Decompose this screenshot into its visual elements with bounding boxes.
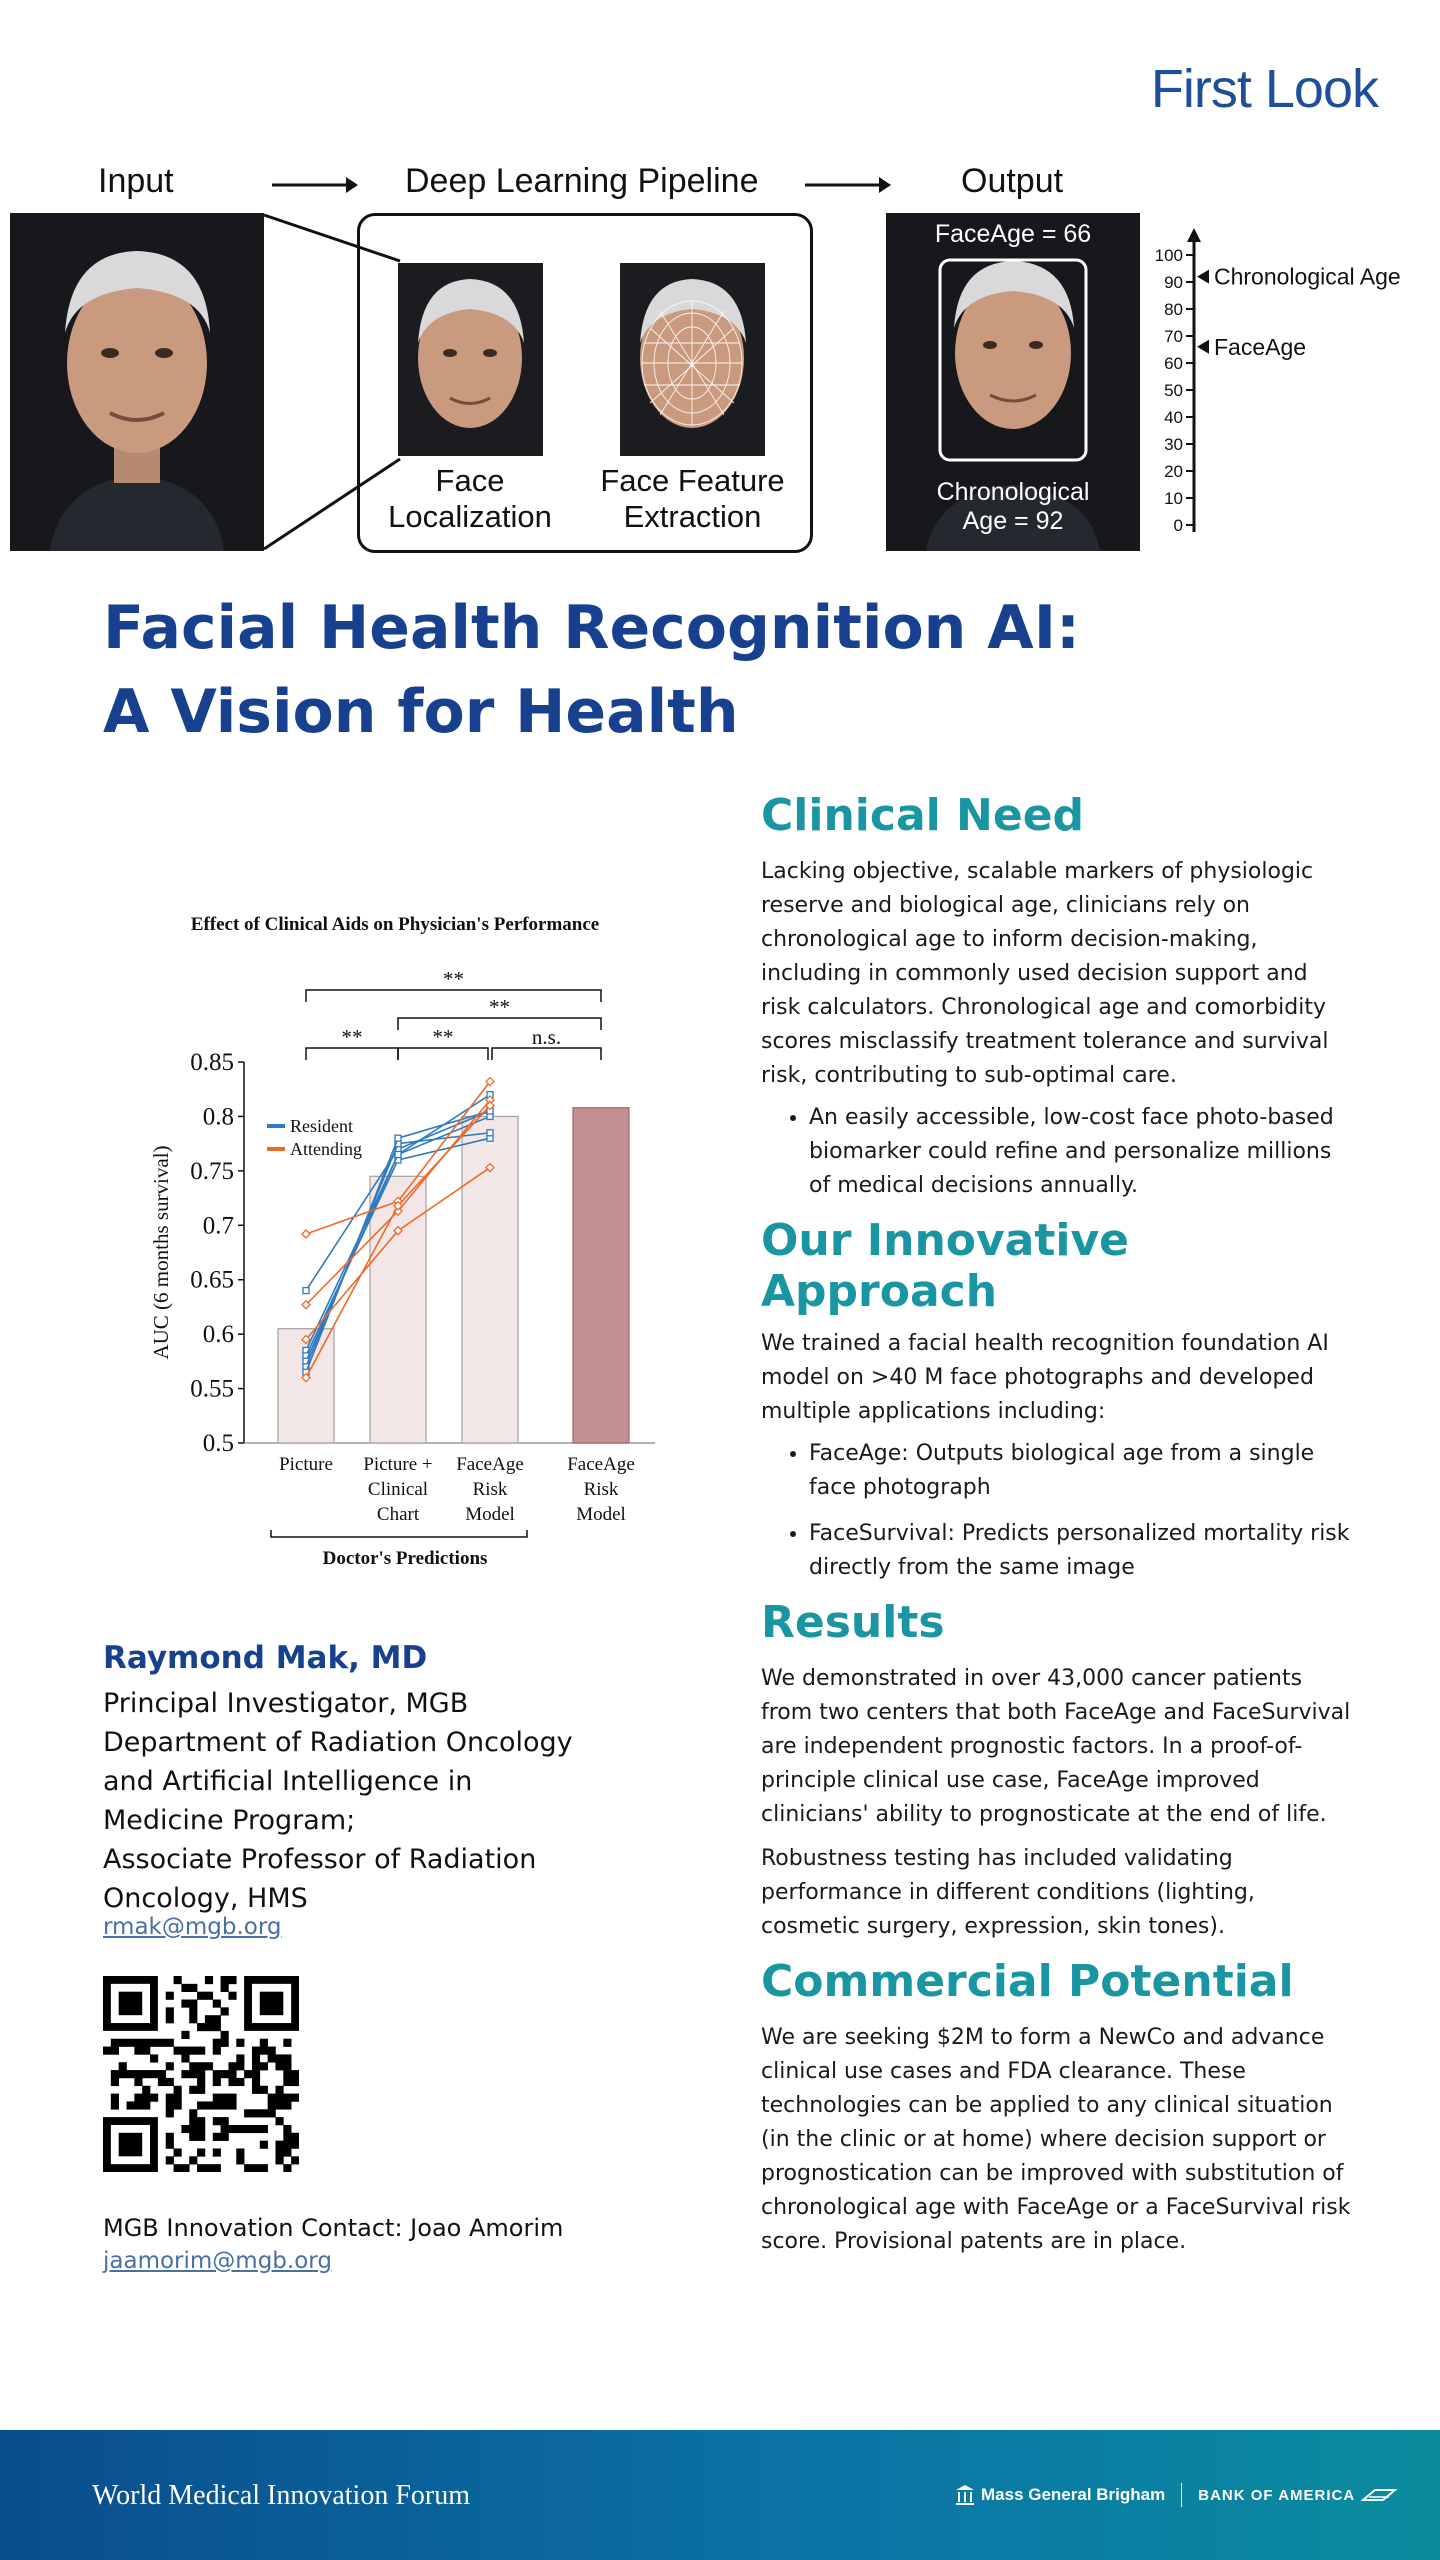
qr-module: [197, 2164, 205, 2172]
qr-module: [244, 2109, 252, 2117]
qr-module: [181, 2000, 189, 2008]
qr-module: [174, 1976, 182, 1984]
qr-module: [189, 2015, 197, 2023]
qr-module: [291, 2156, 299, 2164]
affil-line: and Artificial Intelligence in: [103, 1766, 473, 1797]
qr-module: [275, 2062, 283, 2070]
qr-module: [252, 2078, 260, 2086]
qr-module: [228, 1992, 236, 2000]
qr-module: [275, 2156, 283, 2164]
qr-module: [228, 2094, 236, 2102]
building-icon: [955, 2484, 975, 2506]
qr-module: [166, 2078, 174, 2086]
list-item: • FaceSurvival: Predicts personalized mortality risk directly from the same image: [809, 1517, 1351, 1585]
qr-module: [166, 2141, 174, 2149]
clinical-need-bullets: [761, 1101, 1351, 1203]
qr-module: [221, 2039, 229, 2047]
qr-module: [189, 2125, 197, 2133]
scale-tick-label: 80: [1164, 300, 1183, 319]
localized-face-photo: [398, 263, 543, 456]
qr-module: [134, 2094, 142, 2102]
qr-module: [283, 2164, 291, 2172]
qr-module: [127, 2039, 135, 2047]
qr-module: [158, 2070, 166, 2078]
qr-module: [197, 2117, 205, 2125]
qr-module: [228, 2125, 236, 2133]
x-tick-label: Clinical: [367, 1479, 429, 1500]
qr-module: [260, 2062, 268, 2070]
qr-module: [142, 2047, 150, 2055]
qr-module: [189, 2156, 197, 2164]
qr-module: [189, 2007, 197, 2015]
marker-arrow-icon: [1197, 270, 1209, 284]
results-heading: Results: [761, 1597, 945, 1648]
qr-module: [283, 2078, 291, 2086]
qr-module: [142, 2101, 150, 2109]
data-point: [395, 1135, 401, 1141]
qr-module: [252, 2109, 260, 2117]
y-tick-label: 0.7: [202, 1212, 234, 1240]
qr-module: [158, 2078, 166, 2086]
qr-module: [213, 2094, 221, 2102]
qr-module: [221, 2031, 229, 2039]
qr-module: [213, 2000, 221, 2008]
qr-module: [236, 2039, 244, 2047]
group-label: Doctor's Predictions: [322, 1548, 488, 1569]
qr-module: [111, 2094, 119, 2102]
qr-module: [221, 1976, 229, 1984]
qr-module: [275, 2117, 283, 2125]
qr-module: [291, 2078, 299, 2086]
qr-module: [213, 2078, 221, 2086]
affil-line: Principal Investigator, MGB: [103, 1688, 469, 1719]
qr-module: [283, 2039, 291, 2047]
significance-label: **: [341, 1025, 363, 1049]
title-line-2: A Vision for Health: [103, 677, 739, 747]
qr-module: [189, 2117, 197, 2125]
qr-code[interactable]: [103, 1976, 299, 2172]
qr-module: [150, 2094, 158, 2102]
forum-name: World Medical Innovation Forum: [92, 2480, 471, 2511]
x-tick-label: Model: [465, 1504, 515, 1525]
flag-icon: [1361, 2486, 1397, 2504]
faceage-value: FaceAge = 66: [934, 220, 1092, 248]
qr-module: [221, 2070, 229, 2078]
qr-module: [213, 2039, 221, 2047]
qr-module: [119, 2039, 127, 2047]
bar: [573, 1108, 629, 1443]
qr-module: [260, 2125, 268, 2133]
qr-module: [166, 1992, 174, 2000]
scale-tick-label: 0: [1173, 516, 1183, 535]
qr-module: [268, 2054, 276, 2062]
data-point: [487, 1130, 493, 1136]
qr-module: [283, 2148, 291, 2156]
qr-module: [119, 2062, 127, 2070]
qr-module: [228, 2070, 236, 2078]
contact-email-link[interactable]: jaamorim@mgb.org: [103, 2248, 332, 2274]
qr-module: [197, 2047, 205, 2055]
pipeline-label: Deep Learning Pipeline: [405, 162, 759, 200]
scale-tick-label: 50: [1164, 381, 1183, 400]
x-tick-label: FaceAge: [567, 1454, 635, 1475]
qr-module: [197, 2148, 205, 2156]
y-axis-label: AUC (6 months survival): [149, 1145, 173, 1360]
qr-module: [189, 2133, 197, 2141]
significance-bracket: [398, 1018, 601, 1030]
significance-bracket: [492, 1048, 601, 1060]
qr-module: [134, 2101, 142, 2109]
list-item: • FaceAge: Outputs biological age from a single face photograph: [809, 1437, 1351, 1505]
qr-module: [291, 2070, 299, 2078]
significance-label: **: [489, 995, 510, 1019]
y-tick-label: 0.85: [190, 1049, 234, 1076]
qr-module: [127, 2070, 135, 2078]
qr-module: [189, 2062, 197, 2070]
qr-module: [228, 2078, 236, 2086]
title-line-1: Facial Health Recognition AI:: [103, 593, 1081, 663]
author-affiliation: [103, 1684, 623, 1918]
data-point: [303, 1288, 309, 1294]
qr-module: [166, 2094, 174, 2102]
qr-module: [181, 2164, 189, 2172]
significance-bracket: [398, 1048, 488, 1060]
qr-module: [197, 2023, 205, 2031]
first-look-logo: First Look: [1150, 59, 1378, 119]
y-tick-label: 0.5: [202, 1430, 234, 1457]
qr-module: [228, 2101, 236, 2109]
qr-module: [275, 2054, 283, 2062]
qr-module: [205, 1976, 213, 1984]
qr-module: [252, 2086, 260, 2094]
scale-tick-label: 20: [1164, 462, 1183, 481]
x-tick-label: Picture +: [363, 1454, 433, 1475]
qr-module: [260, 2047, 268, 2055]
qr-module: [252, 2062, 260, 2070]
qr-module: [111, 2101, 119, 2109]
qr-module: [134, 2070, 142, 2078]
affil-line: Medicine Program;: [103, 1805, 356, 1836]
output-label: Output: [961, 162, 1064, 200]
qr-module: [236, 2156, 244, 2164]
qr-module: [174, 2148, 182, 2156]
qr-module: [166, 2015, 174, 2023]
commercial-heading: Commercial Potential: [761, 1956, 1294, 2007]
scale-tick-label: 10: [1164, 489, 1183, 508]
qr-module: [213, 2047, 221, 2055]
qr-module: [252, 2164, 260, 2172]
qr-module: [181, 2054, 189, 2062]
qr-module: [252, 2047, 260, 2055]
qr-module: [221, 2094, 229, 2102]
qr-module: [268, 2047, 276, 2055]
qr-module: [221, 2101, 229, 2109]
qr-module: [142, 2086, 150, 2094]
x-tick-label: FaceAge: [456, 1454, 524, 1475]
qr-module: [268, 2094, 276, 2102]
qr-module: [221, 2007, 229, 2015]
qr-module: [283, 2141, 291, 2149]
qr-module: [205, 2023, 213, 2031]
significance-label: **: [432, 1025, 454, 1049]
arrow-right-icon: [803, 170, 893, 200]
qr-module: [252, 2125, 260, 2133]
qr-module: [260, 2164, 268, 2172]
qr-module: [142, 2039, 150, 2047]
scale-tick-label: 70: [1164, 327, 1183, 346]
qr-module: [205, 2015, 213, 2023]
scale-tick-label: 90: [1164, 273, 1183, 292]
x-tick-label: Risk: [472, 1479, 508, 1500]
qr-module: [189, 2047, 197, 2055]
qr-module: [291, 2133, 299, 2141]
qr-module: [283, 2094, 291, 2102]
auc-chart: [140, 900, 680, 1580]
feature-extraction-caption: Face Feature Extraction: [600, 463, 785, 534]
qr-module: [213, 2101, 221, 2109]
qr-module: [174, 2086, 182, 2094]
qr-module: [111, 2070, 119, 2078]
qr-module: [268, 2109, 276, 2117]
qr-module: [213, 2117, 221, 2125]
qr-module: [134, 2039, 142, 2047]
qr-finder: [260, 1992, 284, 2016]
qr-module: [283, 2101, 291, 2109]
qr-module: [213, 2070, 221, 2078]
y-tick-label: 0.55: [190, 1375, 234, 1403]
page-title: [103, 586, 1080, 754]
qr-module: [197, 2062, 205, 2070]
qr-module: [174, 2164, 182, 2172]
qr-module: [150, 2039, 158, 2047]
qr-module: [189, 2086, 197, 2094]
clinical-need-heading: Clinical Need: [761, 790, 1085, 841]
innovation-contact: MGB Innovation Contact: Joao Amorim: [103, 2214, 564, 2242]
sponsor-mgb: Mass General Brigham: [981, 2485, 1166, 2504]
qr-module: [221, 2117, 229, 2125]
sponsor-logos: [955, 2483, 1397, 2507]
qr-module: [275, 2141, 283, 2149]
qr-module: [283, 2070, 291, 2078]
qr-module: [205, 2164, 213, 2172]
qr-module: [181, 2125, 189, 2133]
qr-module: [205, 1992, 213, 2000]
qr-module: [166, 2156, 174, 2164]
qr-module: [174, 2101, 182, 2109]
qr-module: [197, 1992, 205, 2000]
footer-bar: [0, 2430, 1440, 2560]
qr-module: [181, 2031, 189, 2039]
qr-module: [142, 2070, 150, 2078]
results-text-1: We demonstrated in over 43,000 cancer patients from two centers that both FaceAge and FaceSurvival are independent prognostic factors. In a proof-of-principle clinical use case, FaceAge improved clinicians' ability to prognosticate at the end of life.: [761, 1666, 1351, 1827]
input-label: Input: [98, 162, 174, 200]
qr-module: [205, 2101, 213, 2109]
x-tick-label: Chart: [376, 1504, 420, 1525]
qr-module: [283, 2133, 291, 2141]
scale-tick-label: 40: [1164, 408, 1183, 427]
qr-module: [166, 2101, 174, 2109]
clinical-need-text: Lacking objective, scalable markers of physiologic reserve and biological age, clinicians rely on chronological age to inform decision-making, including in commonly used decision support and risk calculators. Chronological age and comorbidity scores misclassify treatment tolerance and survival risk, contributing to sub-optimal care.: [761, 859, 1329, 1088]
qr-module: [158, 2039, 166, 2047]
qr-module: [252, 2070, 260, 2078]
qr-module: [181, 2047, 189, 2055]
qr-module: [260, 2141, 268, 2149]
qr-module: [134, 2078, 142, 2086]
data-point: [302, 1230, 310, 1238]
qr-module: [260, 2039, 268, 2047]
results-text-2: Robustness testing has included validating performance in different conditions (lighting, cosmetic surgery, expression, skin tones).: [761, 1846, 1255, 1939]
legend-label: Resident: [290, 1116, 353, 1136]
qr-module: [275, 2148, 283, 2156]
qr-module: [111, 2047, 119, 2055]
commercial-text: We are seeking $2M to form a NewCo and advance clinical use cases and FDA clearance. These technologies can be applied to any clinical situation (in the clinic or at home) where decision support or prognostication can be improved with substitution of chronological age with FaceAge or a FaceSurvival risk score. Provisional patents are in place.: [761, 2025, 1351, 2254]
group-bracket: [271, 1530, 527, 1537]
scale-tick-label: 100: [1154, 246, 1183, 265]
qr-module: [166, 2109, 174, 2117]
qr-module: [221, 1984, 229, 1992]
author-name: Raymond Mak, MD: [103, 1640, 428, 1676]
qr-module: [275, 2086, 283, 2094]
approach-bullets: [761, 1437, 1351, 1585]
affil-line: Associate Professor of Radiation: [103, 1844, 537, 1875]
qr-module: [236, 2062, 244, 2070]
qr-module: [197, 2125, 205, 2133]
affil-line: Oncology, HMS: [103, 1883, 308, 1914]
qr-module: [275, 2101, 283, 2109]
qr-module: [213, 2023, 221, 2031]
qr-module: [260, 2109, 268, 2117]
scale-arrow-icon: [1187, 228, 1201, 242]
qr-module: [166, 2007, 174, 2015]
y-tick-label: 0.8: [202, 1103, 234, 1131]
qr-module: [142, 2094, 150, 2102]
qr-module: [166, 2039, 174, 2047]
arrow-right-icon: [270, 170, 360, 200]
face-localization-caption: Face Localization: [388, 463, 552, 534]
significance-label: **: [443, 967, 464, 991]
qr-module: [181, 2070, 189, 2078]
qr-module: [166, 2133, 174, 2141]
chart-title: Effect of Clinical Aids on Physician's Performance: [190, 914, 600, 935]
significance-label: n.s.: [531, 1025, 562, 1049]
qr-module: [103, 2047, 111, 2055]
qr-module: [283, 2062, 291, 2070]
chronological-age-marker: Chronological Age: [1214, 263, 1401, 290]
qr-module: [236, 2054, 244, 2062]
qr-module: [174, 2094, 182, 2102]
y-tick-label: 0.6: [202, 1321, 234, 1349]
qr-module: [291, 2141, 299, 2149]
qr-module: [213, 2164, 221, 2172]
input-face-photo: [10, 213, 264, 551]
qr-module: [213, 2015, 221, 2023]
approach-text: We trained a facial health recognition foundation AI model on >40 M face photographs and developed multiple applications including:: [761, 1331, 1329, 1424]
qr-module: [174, 2047, 182, 2055]
qr-module: [150, 2070, 158, 2078]
approach-heading: Our Innovative Approach: [761, 1215, 1130, 1317]
bar: [370, 1176, 426, 1443]
qr-module: [283, 2125, 291, 2133]
qr-module: [275, 2094, 283, 2102]
affil-line: Department of Radiation Oncology: [103, 1727, 573, 1758]
qr-module: [213, 2133, 221, 2141]
qr-module: [197, 2133, 205, 2141]
qr-module: [291, 2094, 299, 2102]
qr-module: [181, 1984, 189, 1992]
qr-module: [197, 2086, 205, 2094]
author-email-link[interactable]: rmak@mgb.org: [103, 1914, 282, 1940]
x-tick-label: Risk: [583, 1479, 619, 1500]
qr-module: [252, 2054, 260, 2062]
scale-tick-label: 30: [1164, 435, 1183, 454]
significance-bracket: [306, 990, 601, 1002]
qr-module: [197, 2078, 205, 2086]
y-tick-label: 0.65: [190, 1266, 234, 1294]
qr-module: [205, 2062, 213, 2070]
data-point: [395, 1152, 401, 1158]
sponsor-boa: BANK OF AMERICA: [1198, 2486, 1356, 2504]
qr-module: [189, 2070, 197, 2078]
qr-module: [236, 2148, 244, 2156]
qr-module: [189, 2000, 197, 2008]
y-tick-label: 0.75: [190, 1157, 234, 1185]
qr-module: [150, 2054, 158, 2062]
qr-module: [221, 2125, 229, 2133]
qr-finder: [119, 1992, 143, 2016]
age-scale: [1150, 205, 1435, 550]
qr-module: [228, 2062, 236, 2070]
qr-module: [221, 2133, 229, 2141]
qr-module: [236, 2078, 244, 2086]
qr-module: [244, 2070, 252, 2078]
qr-module: [119, 2070, 127, 2078]
qr-module: [111, 2078, 119, 2086]
qr-module: [111, 2039, 119, 2047]
qr-module: [166, 2062, 174, 2070]
qr-module: [283, 2054, 291, 2062]
faceage-marker: FaceAge: [1214, 333, 1307, 360]
qr-finder: [119, 2133, 143, 2157]
qr-module: [213, 2148, 221, 2156]
significance-bracket: [306, 1048, 398, 1060]
qr-module: [197, 2070, 205, 2078]
right-column: [761, 790, 1351, 2259]
feature-mesh-face-photo: [620, 263, 765, 456]
qr-module: [268, 2101, 276, 2109]
qr-module: [134, 2047, 142, 2055]
bar: [278, 1329, 334, 1443]
scale-tick-label: 60: [1164, 354, 1183, 373]
sponsor-divider: [1181, 2483, 1182, 2507]
qr-module: [228, 1976, 236, 1984]
chronological-age-value: Chronological Age = 92: [936, 478, 1090, 535]
qr-module: [189, 2109, 197, 2117]
qr-module: [236, 2125, 244, 2133]
qr-module: [127, 2101, 135, 2109]
qr-module: [244, 2164, 252, 2172]
qr-module: [244, 2125, 252, 2133]
marker-arrow-icon: [1197, 340, 1209, 354]
legend-label: Attending: [290, 1139, 362, 1159]
qr-module: [189, 1984, 197, 1992]
list-item: • An easily accessible, low-cost face photo-based biomarker could refine and personalize millions of medical decisions annually.: [809, 1101, 1351, 1203]
qr-module: [260, 2086, 268, 2094]
x-tick-label: Model: [576, 1504, 626, 1525]
x-tick-label: Picture: [279, 1454, 333, 1475]
qr-module: [197, 2101, 205, 2109]
